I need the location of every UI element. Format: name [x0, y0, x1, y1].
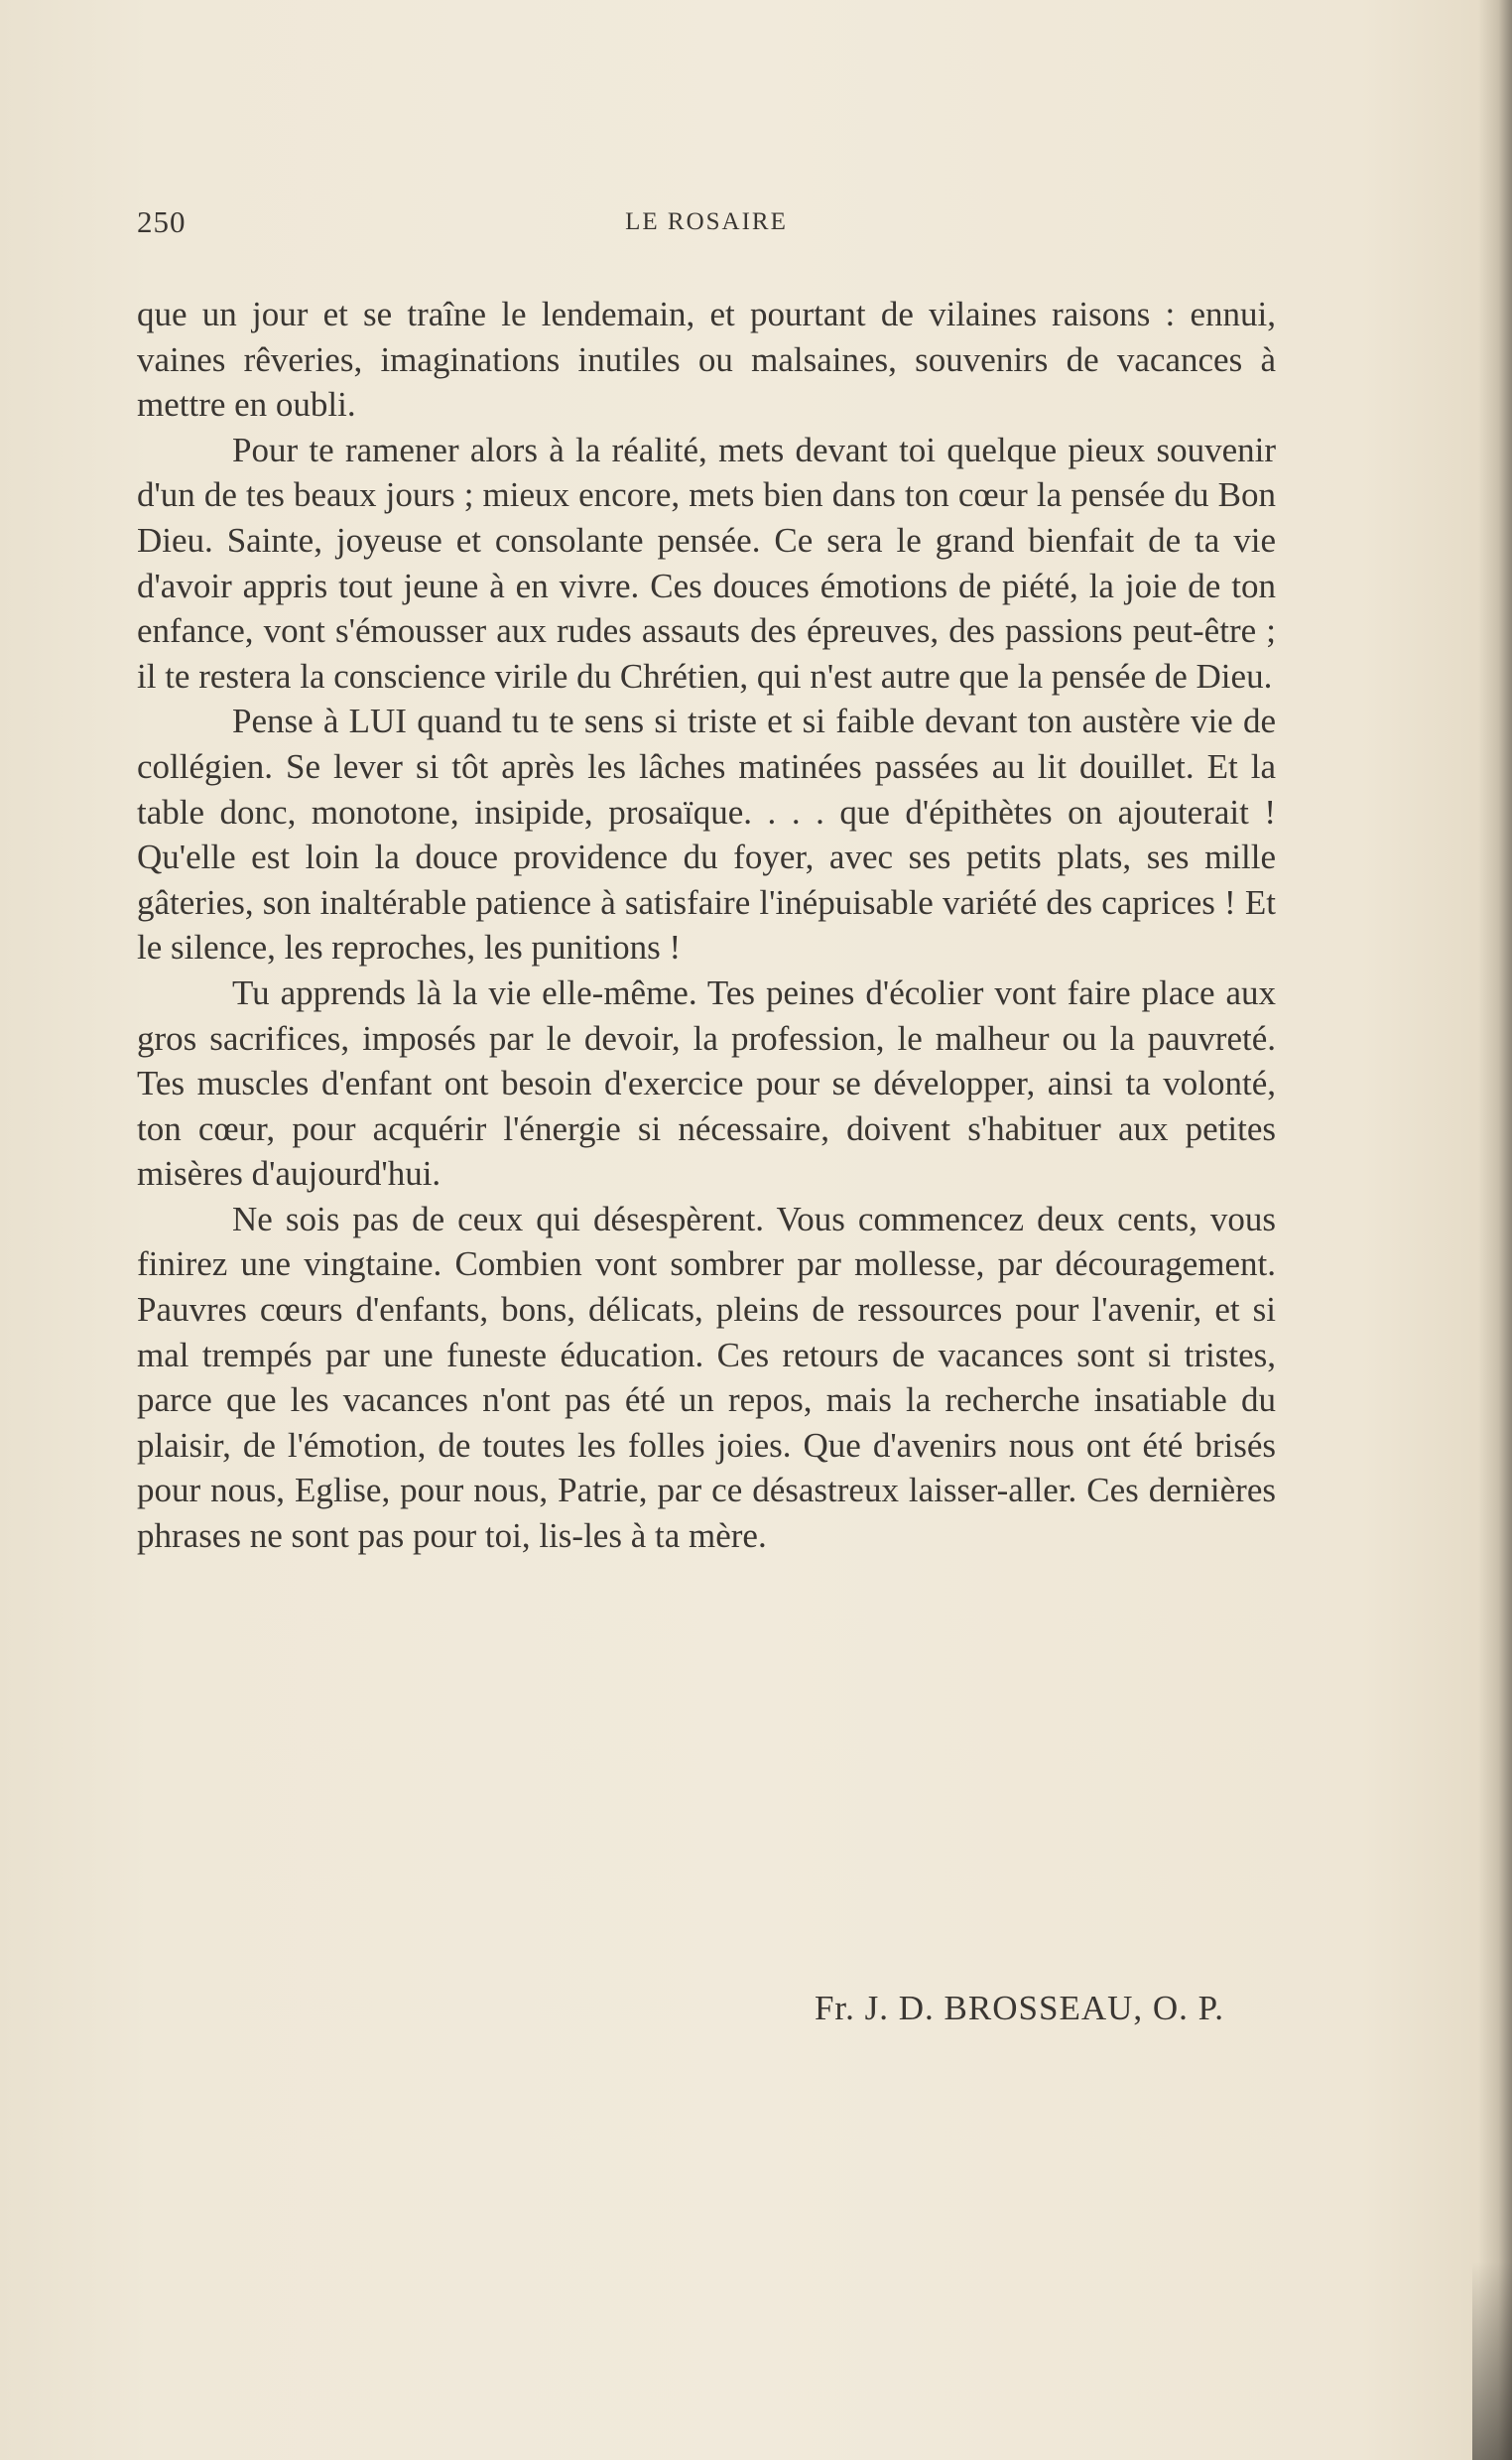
page-edge-shadow: [1478, 0, 1512, 2460]
paragraph-1: que un jour et se traîne le lendemain, et pourtant de vilaines raisons : ennui, vaines rêveries, imaginations inutiles ou malsaines, souvenirs de vacances à mettre en oubli.: [137, 295, 1276, 425]
page-corner-shadow: [1472, 2262, 1512, 2460]
paragraph-2: Pour te ramener alors à la réalité, mets devant toi quelque pieux souvenir d'un de tes beaux jours ; mieux encore, mets bien dans ton cœur la pensée du Bon Dieu. Sainte, joyeuse et consolante pensée. Ce sera le grand bienfait de ta vie d'avoir appris tout jeune à en vivre. Ces douces émotions de piété, la joie de ton enfance, vont s'émousser aux rudes assauts des épreuves, des passions peut-être ; il te restera la conscience virile du Chrétien, qui n'est autre que la pensée de Dieu.: [137, 430, 1276, 696]
running-title: LE ROSAIRE: [625, 208, 788, 235]
page-number: 250: [137, 204, 187, 239]
author-signature: Fr. J. D. BROSSEAU, O. P.: [814, 1989, 1224, 2027]
page-header: [137, 204, 1276, 244]
body-text: [137, 292, 1276, 1559]
paragraph-3: Pense à LUI quand tu te sens si triste et si faible devant ton austère vie de collégien. Se lever si tôt après les lâches matinées passées au lit douillet. Et la table donc, monotone, insipide, prosaïque. . . . que d'épithètes on ajouterait ! Qu'elle est loin la douce providence du foyer, avec ses petits plats, ses mille gâteries, son inaltérable patience à satisfaire l'inépuisable variété des caprices ! Et le silence, les reproches, les punitions !: [137, 702, 1276, 968]
paragraph-4: Tu apprends là la vie elle-même. Tes peines d'écolier vont faire place aux gros sacrifices, imposés par le devoir, la profession, le malheur ou la pauvreté. Tes muscles d'enfant ont besoin d'exercice pour se développer, ainsi ta volonté, ton cœur, pour acquérir l'énergie si nécessaire, doivent s'habituer aux petites misères d'aujourd'hui.: [137, 972, 1276, 1194]
paragraph-5: Ne sois pas de ceux qui désespèrent. Vous commencez deux cents, vous finirez une vingtaine. Combien vont sombrer par mollesse, par découragement. Pauvres cœurs d'enfants, bons, délicats, pleins de ressources pour l'avenir, et si mal trempés par une funeste éducation. Ces retours de vacances sont si tristes, parce que les vacances n'ont pas été un repos, mais la recherche insatiable du plaisir, de l'émotion, de toutes les folles joies. Que d'avenirs nous ont été brisés pour nous, Eglise, pour nous, Patrie, par ce désastreux laisser-aller. Ces dernières phrases ne sont pas pour toi, lis-les à ta mère.: [137, 1199, 1276, 1556]
